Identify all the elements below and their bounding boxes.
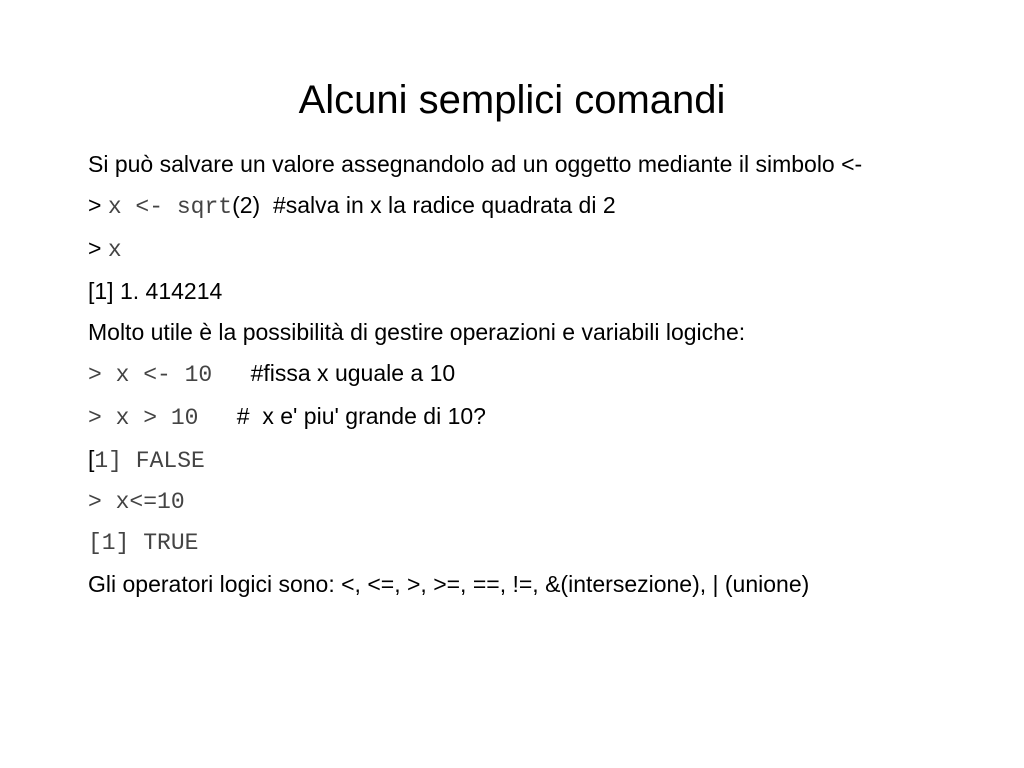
prompt: > [88, 235, 108, 261]
code-comment: # x e' piu' grande di 10? [198, 403, 486, 429]
output-line-false [88, 443, 928, 477]
prompt: > [88, 192, 108, 218]
code-comment: #salva in x la radice quadrata di 2 [260, 192, 616, 218]
output-line-sqrt: [1] 1. 414214 [88, 278, 223, 304]
intro-paragraph: Si può salvare un valore assegnandolo ad un oggetto mediante il simbolo <- [88, 151, 863, 177]
code-assign-sqrt: x <- sqrt [107, 194, 233, 220]
command-line-x [88, 232, 928, 266]
command-line-le-10: > x<=10 [88, 489, 185, 515]
output-false: 1] FALSE [94, 448, 205, 474]
slide-title: Alcuni semplici comandi [298, 78, 726, 122]
command-line-gt-10 [88, 400, 928, 434]
command-line-assign-10 [88, 357, 928, 391]
logic-intro-paragraph: Molto utile è la possibilità di gestire operazioni e variabili logiche: [88, 319, 746, 345]
command-line-sqrt [88, 189, 928, 223]
code-x: x [107, 237, 122, 263]
code-assign-10: > x <- 10 [88, 362, 213, 388]
output-line-true: [1] TRUE [88, 530, 199, 556]
code-args: (2) [232, 192, 261, 218]
output-bracket: [ [88, 446, 95, 472]
code-comment: #fissa x uguale a 10 [212, 360, 456, 386]
operators-paragraph: Gli operatori logici sono: <, <=, >, >=, ==, !=, &(intersezione), | (unione) [88, 571, 810, 597]
slide-body [88, 148, 928, 609]
code-gt-10: > x > 10 [88, 405, 199, 431]
